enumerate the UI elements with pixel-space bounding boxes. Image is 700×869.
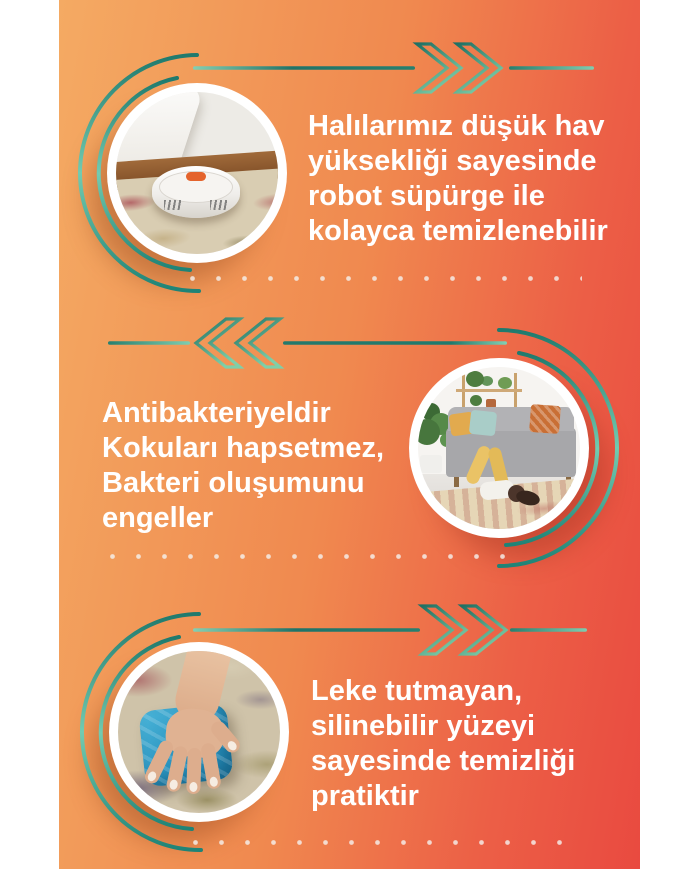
hand-wiping-illustration bbox=[118, 651, 280, 813]
robot-vacuum-illustration bbox=[116, 92, 278, 254]
photo-robot-vacuum bbox=[107, 83, 287, 263]
chevron-right-icon bbox=[422, 606, 466, 654]
arrow-line bbox=[510, 628, 587, 632]
feature-text-line: robot süpürge ile bbox=[308, 180, 545, 212]
infographic-background bbox=[59, 0, 640, 869]
feature-text-cleaning bbox=[311, 674, 575, 814]
feature-text-line: yüksekliği sayesinde bbox=[308, 145, 597, 177]
dotted-separator bbox=[190, 276, 582, 281]
chevron-right-icon bbox=[457, 44, 501, 92]
orange-cushion bbox=[529, 404, 561, 434]
arrow-left-divider bbox=[59, 305, 640, 381]
photo-hand-wiping bbox=[109, 642, 289, 822]
photo-living-room bbox=[409, 358, 589, 538]
robot-vacuum bbox=[152, 166, 240, 218]
chevron-right-icon bbox=[417, 44, 461, 92]
feature-text-line: Halılarımız düşük hav bbox=[308, 110, 605, 142]
robot-vent bbox=[164, 200, 182, 210]
plant bbox=[470, 395, 482, 406]
feature-text-line: Leke tutmayan, bbox=[311, 675, 523, 707]
living-room-illustration bbox=[418, 367, 580, 529]
feature-text-line: Antibakteriyeldir bbox=[102, 397, 331, 429]
plant bbox=[498, 377, 512, 389]
chevron-left-icon bbox=[196, 319, 240, 367]
shelf-board bbox=[456, 389, 522, 392]
arrow-line bbox=[193, 66, 415, 70]
feature-text-line: silinebilir yüzeyi bbox=[311, 710, 536, 742]
arrow-line bbox=[509, 66, 594, 70]
feature-text-antibacterial bbox=[102, 396, 384, 536]
dotted-separator bbox=[110, 554, 506, 559]
plant bbox=[466, 371, 484, 387]
arrow-line bbox=[283, 341, 507, 345]
finger bbox=[186, 748, 202, 794]
feature-text-line: Kokuları hapsetmez, bbox=[102, 432, 385, 464]
feature-text-line: engeller bbox=[102, 502, 214, 534]
child-head bbox=[508, 485, 525, 502]
teal-cushion bbox=[469, 410, 497, 437]
chevron-left-icon bbox=[236, 319, 280, 367]
arrow-line bbox=[193, 628, 420, 632]
arrow-line bbox=[108, 341, 190, 345]
feature-text-line: pratiktir bbox=[311, 780, 419, 812]
dotted-separator bbox=[193, 840, 583, 845]
sofa-leg bbox=[454, 477, 459, 487]
big-plant bbox=[418, 419, 440, 445]
robot-button bbox=[186, 172, 206, 181]
feature-text-robot bbox=[308, 109, 608, 249]
arrow-right-divider bbox=[59, 592, 640, 668]
feature-text-line: Bakteri oluşumunu bbox=[102, 467, 365, 499]
feature-text-line: kolayca temizlenebilir bbox=[308, 215, 608, 247]
feature-text-line: sayesinde temizliği bbox=[311, 745, 576, 777]
chevron-right-icon bbox=[462, 606, 506, 654]
robot-vent bbox=[210, 200, 228, 210]
plant-pot bbox=[420, 455, 442, 473]
